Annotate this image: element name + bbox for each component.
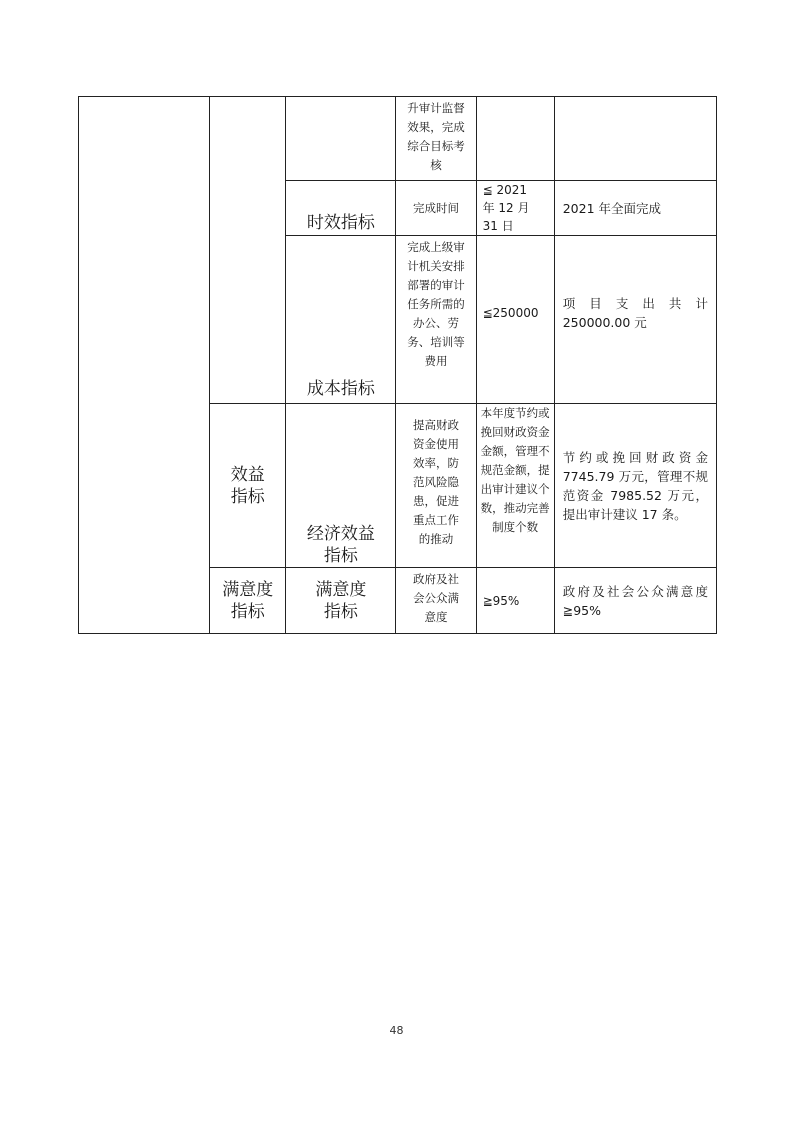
target-value-cell [476,236,554,404]
indicator-name: 完成时间 [413,200,460,215]
indicator-name-cell [396,568,476,634]
level3-indicator: 满意度指标 [315,579,367,622]
actual-value-cell [554,236,716,404]
actual-value: 政府及社会公众满意度≧95% [562,583,708,618]
performance-indicator-table [78,96,717,634]
actual-value: 节约或挽回财政资金 7745.79 万元，管理不规范资金 7985.52 万元，提出审计建议 17 条。 [562,449,708,522]
target-value: ≦ 2021 年 12 月 31 日 [482,183,540,233]
level3-indicator-cell [286,568,396,634]
indicator-name: 升审计监督效果，完成综合目标考核 [407,101,465,172]
level3-indicator-cell [286,181,396,236]
level3-indicator-cell [286,97,396,181]
target-value-cell [476,404,554,568]
level2-indicator-cell [210,97,286,404]
level2-indicator: 效益指标 [230,464,265,507]
level3-indicator: 经济效益指标 [306,524,375,566]
actual-value-cell [554,568,716,634]
indicator-name: 政府及社会公众满意度 [413,572,460,624]
level3-indicator: 时效指标 [306,213,375,233]
target-value-cell [476,181,554,236]
level3-indicator-cell [286,404,396,568]
level1-indicator-cell [79,97,210,634]
target-value: ≦250000 [482,306,539,320]
level2-indicator-cell [210,568,286,634]
actual-value: 2021 年全面完成 [562,200,662,216]
level3-indicator-cell [286,236,396,404]
target-value: 本年度节约或挽回财政资金金额，管理不规范金额，提出审计建议个数，推动完善制度个数 [480,406,550,534]
indicator-name: 提高财政资金使用效率，防范风险隐患，促进重点工作的推动 [413,418,460,546]
target-value-cell [476,97,554,181]
level3-indicator: 成本指标 [306,379,375,399]
table-row [79,97,717,181]
level2-indicator: 满意度指标 [222,579,274,622]
actual-value-cell [554,181,716,236]
indicator-name-cell [396,97,476,181]
actual-value-cell [554,97,716,181]
indicator-name-cell [396,236,476,404]
indicator-name-cell [396,404,476,568]
indicator-name: 完成上级审计机关安排部署的审计任务所需的办公、劳务、培训等费用 [407,240,465,368]
indicator-name-cell [396,181,476,236]
actual-value: 项目支出共计 250000.00 元 [562,296,708,330]
target-value: ≧95% [482,593,520,608]
actual-value-cell [554,404,716,568]
page-number: 48 [389,1024,404,1037]
target-value-cell [476,568,554,634]
level2-indicator-cell [210,404,286,568]
